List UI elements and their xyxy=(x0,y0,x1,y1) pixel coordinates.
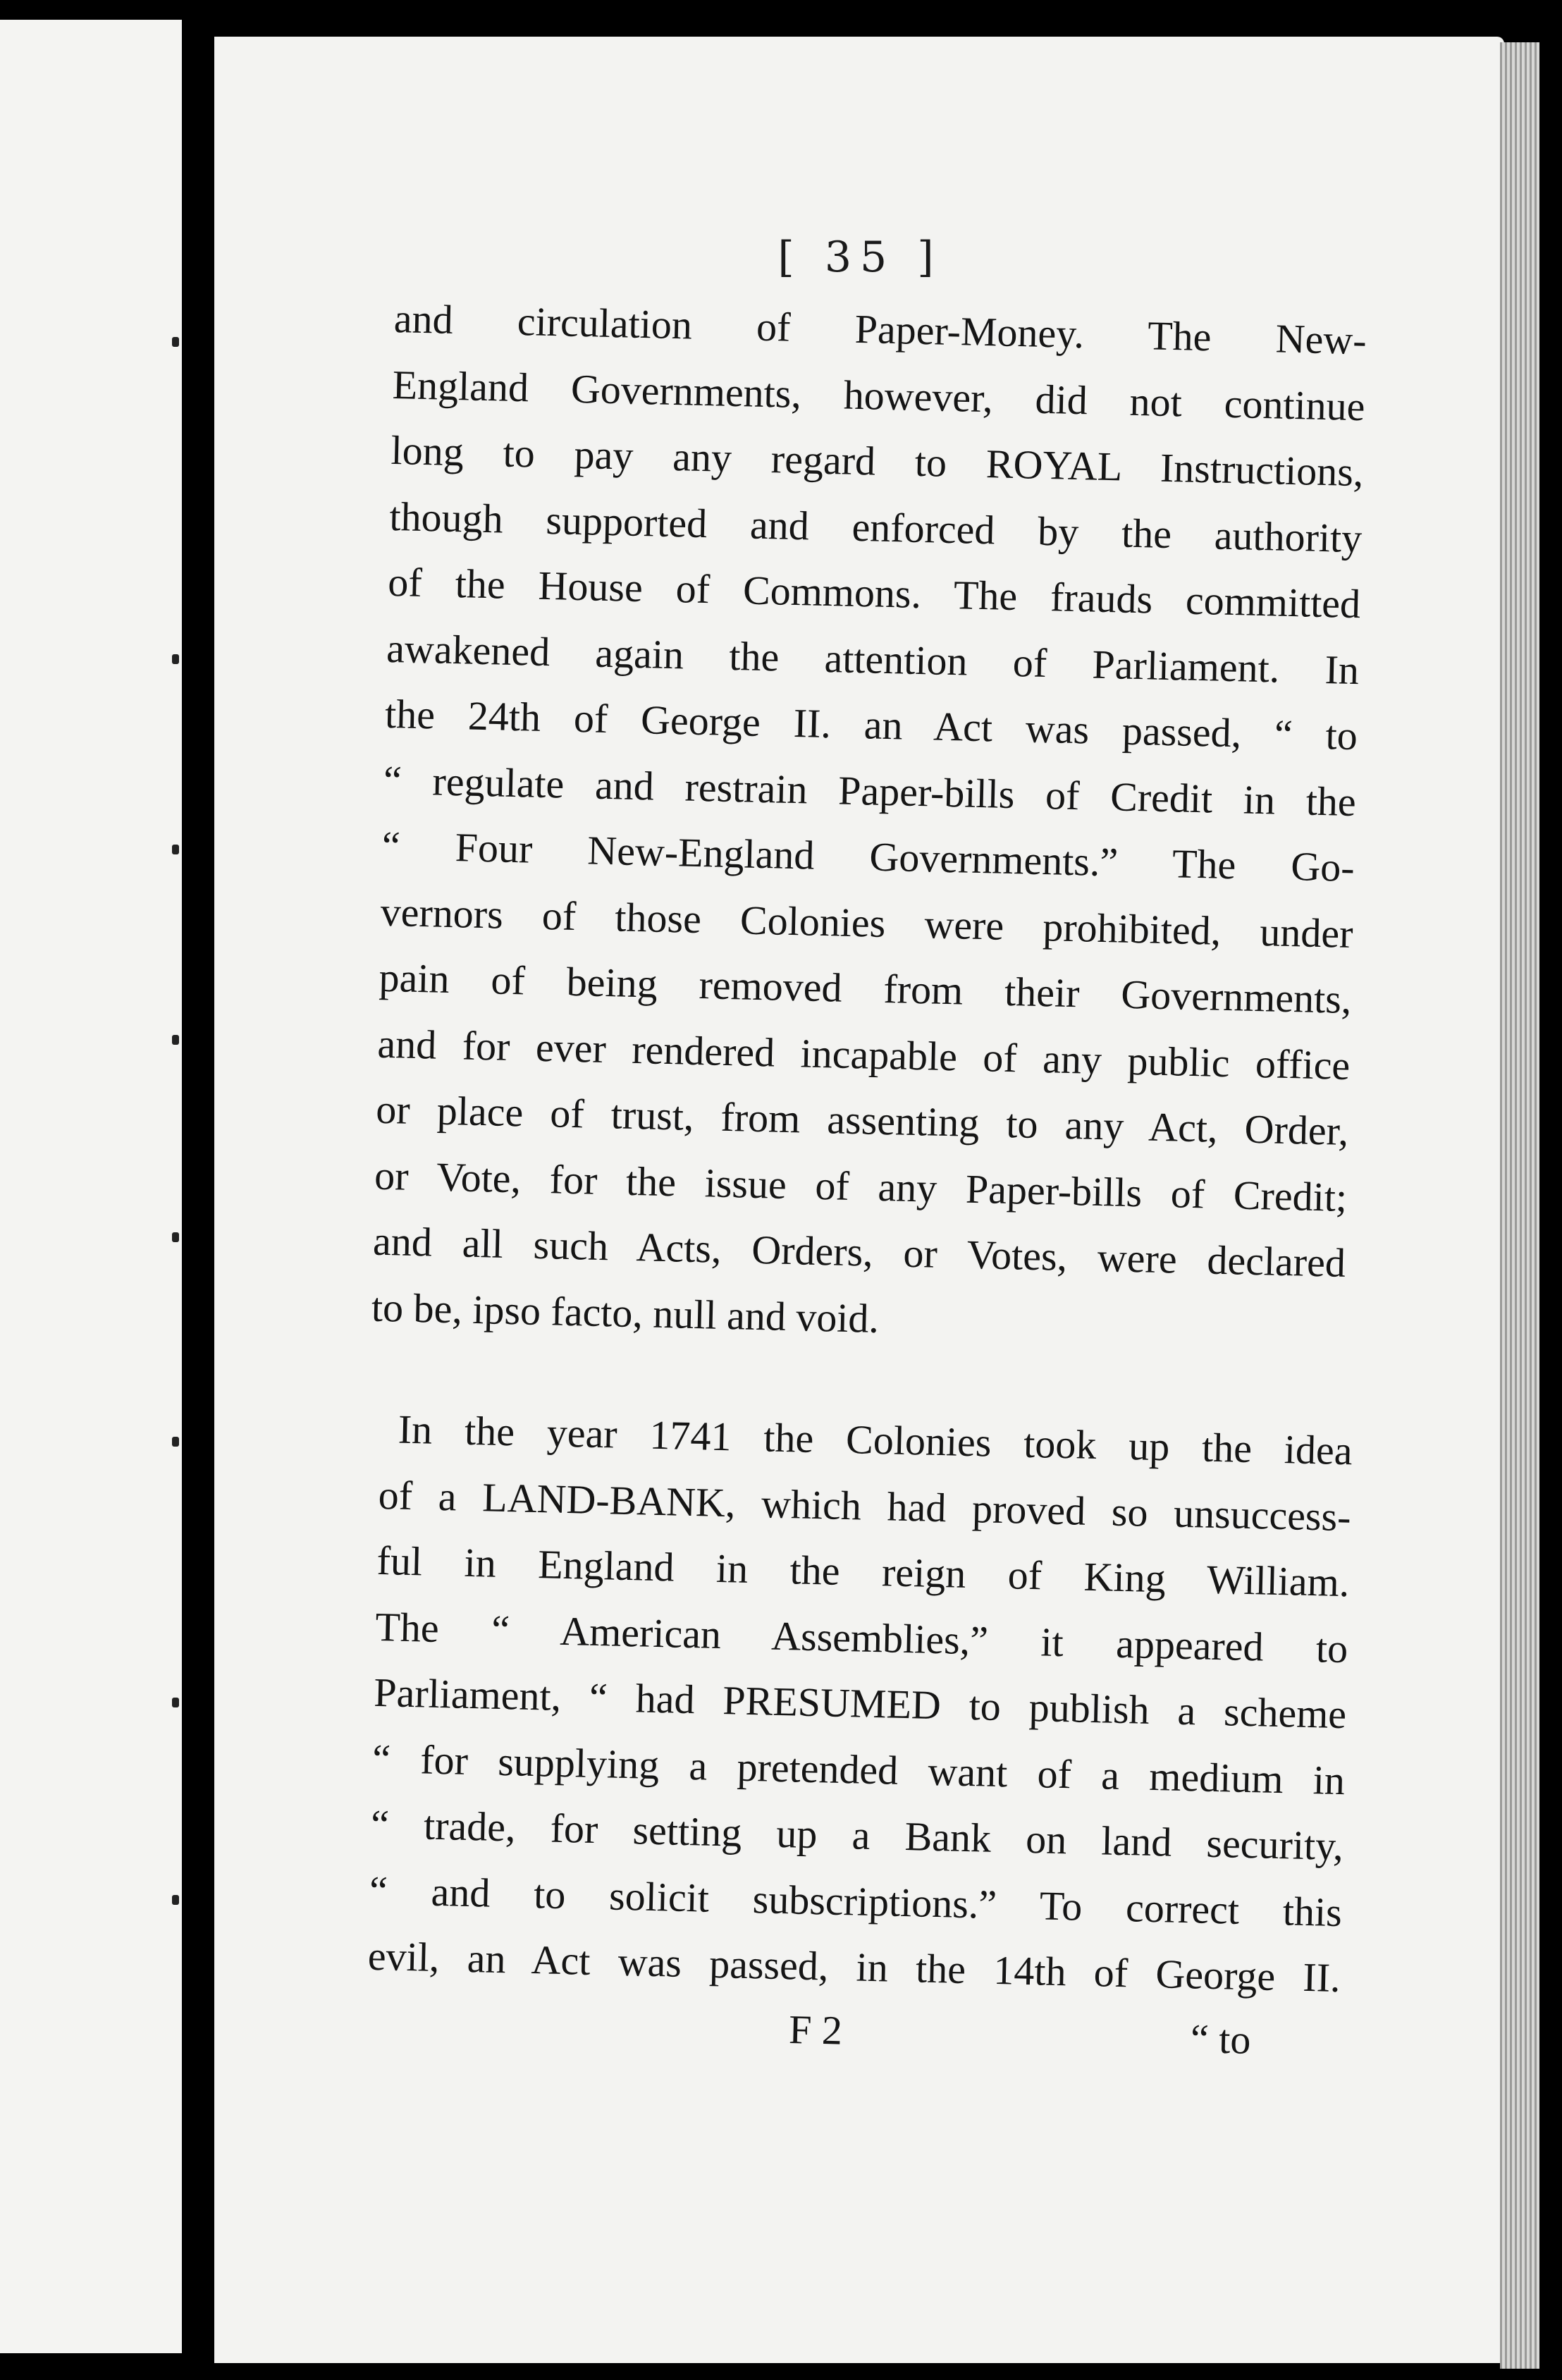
ink-mark xyxy=(172,1895,179,1905)
text-line: The “ American Assemblies,” it appeared to xyxy=(374,1603,1348,1671)
page-edges xyxy=(1500,42,1539,2369)
text-line: “ and to solicit subscriptions.” To correct this xyxy=(369,1867,1343,1935)
ink-mark xyxy=(172,337,179,347)
text-line: “ Four New-England Governments.” The Go- xyxy=(381,822,1355,891)
scan-border xyxy=(1539,0,1562,2380)
text-line: Parliament, “ had PRESUMED to publish a scheme xyxy=(373,1669,1347,1738)
text-line: pain of being removed from their Governments, xyxy=(378,954,1353,1023)
text-line: to be, ipso facto, null and void. xyxy=(371,1284,880,1342)
text-line: and for ever rendered incapable of any public office xyxy=(376,1020,1351,1088)
text-line: and all such Acts, Orders, or Votes, were declared xyxy=(372,1217,1346,1286)
paragraph-1 xyxy=(371,286,1367,1362)
text-line: “ trade, for setting up a Bank on land security, xyxy=(370,1801,1344,1870)
text-line: ful in England in the reign of King William. xyxy=(376,1537,1351,1606)
text-line: of a LAND-BANK, which had proved so unsuccess- xyxy=(378,1471,1352,1540)
text-line: evil, an Act was passed, in the 14th of George II. xyxy=(367,1932,1341,2001)
text-line: In the year 1741 the Colonies took up the idea xyxy=(398,1406,1353,1474)
catchword: “ to xyxy=(1190,2015,1252,2063)
paragraph-2 xyxy=(367,1396,1353,2011)
text-line: or Vote, for the issue of any Paper-bills of Credit; xyxy=(374,1152,1348,1220)
signature-mark: F 2 xyxy=(788,2006,843,2054)
text-line: the 24th of George II. an Act was passed, “ to xyxy=(384,690,1358,759)
ink-mark xyxy=(172,1437,179,1447)
text-line: England Governments, however, did not continue xyxy=(392,361,1366,429)
text-line: and circulation of Paper-Money. The New- xyxy=(393,295,1367,364)
book-gutter xyxy=(182,0,214,2380)
ink-mark xyxy=(172,654,179,664)
text-line: though supported and enforced by the authority xyxy=(388,493,1363,561)
ink-mark xyxy=(172,1035,179,1045)
text-line: awakened again the attention of Parliament. In xyxy=(386,625,1360,693)
previous-page-edge xyxy=(0,20,182,2353)
page-number-header: [ 35 ] xyxy=(777,233,942,282)
text-line: long to pay any regard to ROYAL Instructions, xyxy=(390,427,1365,496)
text-line: of the House of Commons. The frauds committed xyxy=(387,558,1361,627)
text-line: “ for supplying a pretended want of a medium in xyxy=(371,1735,1346,1803)
text-line: vernors of those Colonies were prohibited, under xyxy=(380,888,1354,957)
text-line: or place of trust, from assenting to any Act, Order, xyxy=(375,1086,1349,1154)
text-line: “ regulate and restrain Paper-bills of Credit in the xyxy=(383,756,1357,825)
ink-mark xyxy=(172,1698,179,1707)
ink-mark xyxy=(172,845,179,854)
ink-mark xyxy=(172,1232,179,1242)
